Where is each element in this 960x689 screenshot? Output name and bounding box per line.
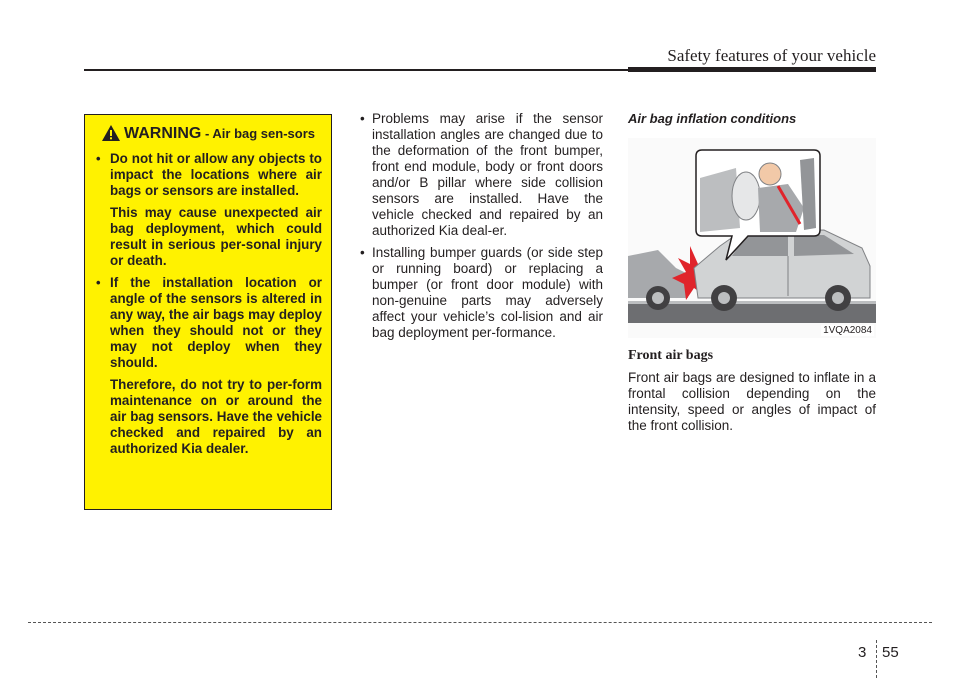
caution-item: • Problems may arise if the sensor installation angles are changed due to the deformation of the front bumper, front end module, body or front doors and/or B pillar where side collision sensors are installed. Have the vehicle checked and repaired by an authorized Kia deal-er. xyxy=(356,111,603,239)
warning-item xyxy=(95,151,322,269)
page-number: 55 xyxy=(882,644,899,661)
warning-subject: - Air bag sen-sors xyxy=(201,126,315,141)
caution-list xyxy=(356,111,603,341)
collision-illustration xyxy=(628,138,876,338)
warning-triangle-icon xyxy=(102,125,120,145)
warning-list xyxy=(95,151,322,457)
warning-item-main: • If the installation location or angle of the sensors is altered in any way, the air bags may deploy when they should not or they may not deploy when they should. xyxy=(110,275,322,370)
warning-item xyxy=(95,275,322,457)
right-column xyxy=(628,111,876,434)
warning-item-detail: Therefore, do not try to per-form maintenance on or around the air bag sensors. Have the vehicle checked and repaired by an authorized Kia dealer. xyxy=(110,377,322,456)
warning-heading xyxy=(95,125,322,145)
header-rule-accent xyxy=(628,67,876,72)
section-heading: Air bag inflation conditions xyxy=(628,111,797,126)
footer-rule xyxy=(28,622,932,623)
sub-heading: Front air bags xyxy=(628,348,714,363)
warning-label: WARNING xyxy=(124,125,202,142)
warning-item-main: • Do not hit or allow any objects to impact the locations where air bags or sensors are installed. xyxy=(110,151,322,198)
collision-illustration-graphic xyxy=(628,138,876,338)
warning-box xyxy=(84,114,332,510)
figure-code: 1VQA2084 xyxy=(823,325,872,336)
body-text: Front air bags are designed to inflate in a frontal collision depending on the intensity, speed or angles of impact of the front collision. xyxy=(628,370,876,433)
warning-item-detail: This may cause unexpected air bag deployment, which could result in serious per-sonal injury or death. xyxy=(110,205,322,268)
chapter-number: 3 xyxy=(858,644,867,661)
middle-column xyxy=(356,111,603,347)
caution-item: • Installing bumper guards (or side step or running board) or replacing a bumper (or front door module) with non-genuine parts may adversely affect your vehicle’s col-lision and air bag deployment per-formance. xyxy=(356,245,603,341)
header-title: Safety features of your vehicle xyxy=(667,46,876,65)
page-divider xyxy=(876,640,877,678)
